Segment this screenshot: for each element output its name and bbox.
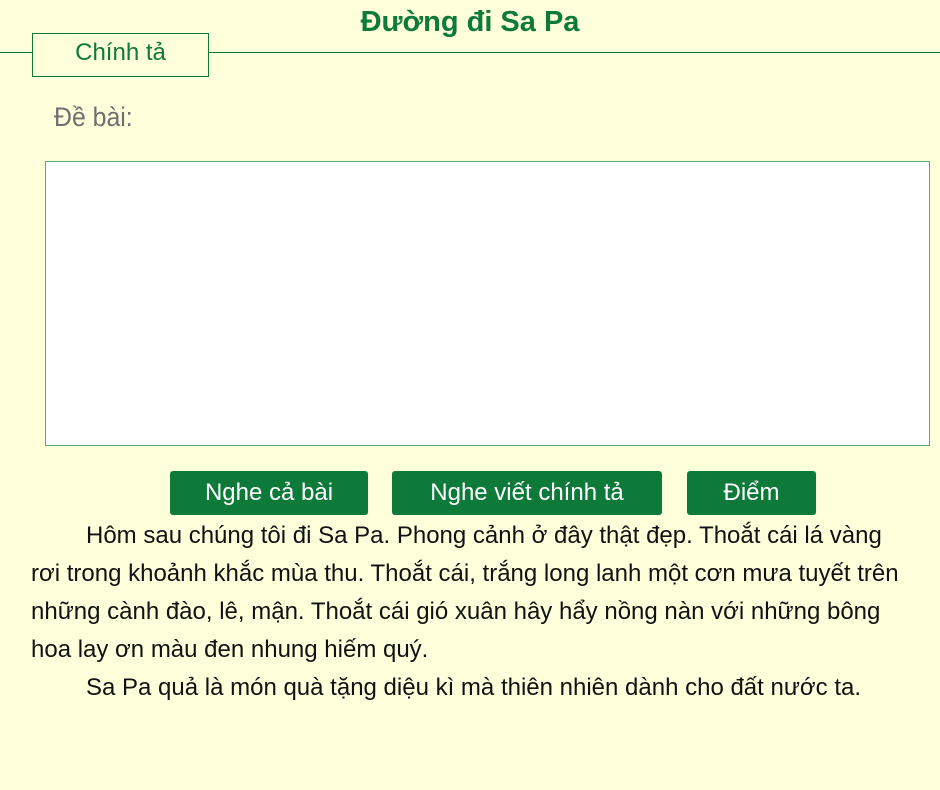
passage-text <box>31 517 906 707</box>
section-tab: Chính tả <box>32 33 209 77</box>
prompt-label: Đề bài: <box>54 102 133 132</box>
passage-paragraph: Sa Pa quả là món quà tặng diệu kì mà thiên nhiên dành cho đất nước ta. <box>86 674 861 701</box>
answer-textarea[interactable] <box>45 161 930 446</box>
listen-all-button[interactable]: Nghe cả bài <box>170 471 368 515</box>
page-title: Đường đi Sa Pa <box>360 6 580 38</box>
score-button[interactable]: Điểm <box>687 471 816 515</box>
passage-paragraph: Hôm sau chúng tôi đi Sa Pa. Phong cảnh ở đây thật đẹp. Thoắt cái lá vàng rơi trong khoảnh khắc mùa thu. Thoắt cái, trắng long lanh một cơn mưa tuyết trên những cành đào, lê, mận. Thoắt cái gió xuân hây hẩy nồng nàn với những bông hoa lay ơn màu đen nhung hiếm quý. <box>31 522 899 663</box>
dictation-button[interactable]: Nghe viết chính tả <box>392 471 662 515</box>
